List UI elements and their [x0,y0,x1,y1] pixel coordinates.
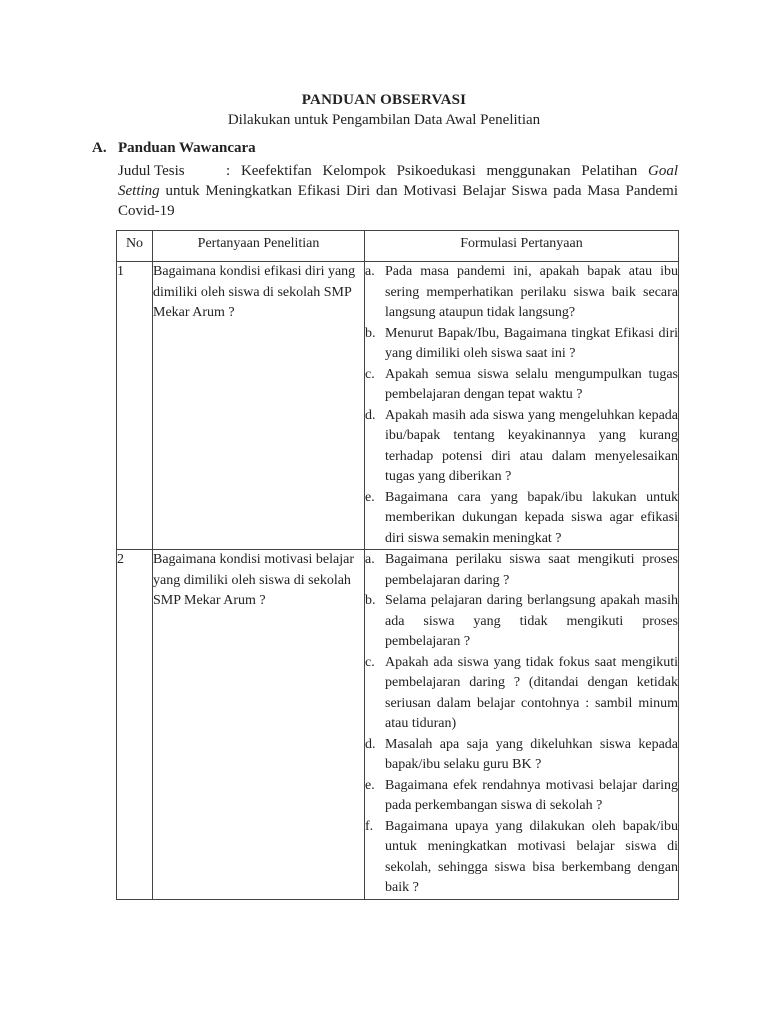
formulation-item [365,406,678,488]
page-subtitle: Dilakukan untuk Pengambilan Data Awal Penelitian [227,112,541,128]
formulation-item [365,817,678,899]
formulation-item [365,365,678,406]
item-text: Bagaimana efek rendahnya motivasi belajar daring pada perkembangan siswa di sekolah ? [385,777,678,813]
item-text: Selama pelajaran daring berlangsung apakah masih ada siswa yang tidak mengikuti proses pembelajaran ? [385,593,678,649]
research-question: Bagaimana kondisi motivasi belajar yang dimiliki oleh siswa di sekolah SMP Mekar Arum ? [153,550,365,900]
formulation-list [365,262,678,549]
item-text: Masalah apa saja yang dikeluhkan siswa kepada bapak/ibu selaku guru BK ? [385,736,678,772]
thesis-title-block [118,161,678,221]
page-title: PANDUAN OBSERVASI [301,92,467,108]
item-text: Bagaimana perilaku siswa saat mengikuti proses pembelajaran daring ? [385,552,678,588]
item-marker: d. [365,407,376,423]
item-marker: f. [365,818,374,834]
item-marker: b. [365,325,376,341]
section-heading-text: Panduan Wawancara [118,140,256,156]
table-row [117,262,679,550]
question-formulation-cell [365,550,679,900]
item-text: Bagaimana upaya yang dilakukan oleh bapak/ibu untuk meningkatkan motivasi belajar siswa di sekolah, sehingga siswa bisa berkembang dengan baik ? [385,818,678,895]
item-text: Apakah semua siswa selalu mengumpulkan tugas pembelajaran dengan tepat waktu ? [385,366,678,402]
interview-table [116,230,679,900]
header-formulation: Formulasi Pertanyaan [365,231,679,262]
formulation-item [365,262,678,324]
thesis-label [118,161,226,181]
thesis-separator: : [226,163,231,179]
item-marker: c. [365,366,375,382]
item-marker: c. [365,654,375,670]
thesis-text-italic: Goal Setting [118,163,678,199]
section-heading [92,140,692,157]
formulation-item [365,591,678,653]
thesis-text-part2: untuk Meningkatkan Efikasi Diri dan Motivasi Belajar Siswa pada Masa Pandemi Covid-19 [118,183,678,219]
thesis-text-part1: Keefektifan Kelompok Psikoedukasi menggunakan Pelatihan [240,163,638,179]
section-letter: A. [92,140,107,156]
table-body [117,262,679,900]
item-marker: b. [365,593,376,608]
item-marker: a. [365,264,375,279]
item-text: Apakah masih ada siswa yang mengeluhkan kepada ibu/bapak tentang keyakinannya yang kurang terhadap potensi diri atau dalam menyelesaikan tugas yang diberikan ? [385,407,678,484]
formulation-item [365,735,678,776]
formulation-item [365,653,678,735]
formulation-list [365,550,678,899]
header-question: Pertanyaan Penelitian [153,231,365,262]
thesis-label-text: Judul Tesis [118,163,185,179]
item-marker: d. [365,736,376,752]
item-marker: e. [365,489,375,505]
header-no: No [117,231,153,262]
item-text: Apakah ada siswa yang tidak fokus saat mengikuti pembelajaran daring ? (ditandai dengan ketidak seriusan dalam belajar contohnya : sambil minum atau tiduran) [385,654,678,731]
research-question: Bagaimana kondisi efikasi diri yang dimiliki oleh siswa di sekolah SMP Mekar Arum ? [153,262,365,550]
row-number: 2 [117,550,153,900]
table-header-row [117,231,679,262]
formulation-item [365,550,678,591]
item-text: Bagaimana cara yang bapak/ibu lakukan untuk memberikan dukungan kepada siswa agar efikasi diri siswa semakin meningkat ? [385,489,678,546]
item-text: Menurut Bapak/Ibu, Bagaimana tingkat Efikasi diri yang dimiliki oleh siswa saat ini ? [385,325,678,361]
item-marker: a. [365,552,375,567]
item-marker: e. [365,777,375,793]
formulation-item [365,324,678,365]
formulation-item [365,488,678,550]
formulation-item [365,776,678,817]
row-number: 1 [117,262,153,550]
question-formulation-cell [365,262,679,550]
table-row [117,550,679,900]
item-text: Pada masa pandemi ini, apakah bapak atau ibu sering memperhatikan perilaku siswa baik secara langsung ataupun tidak langsung? [385,264,678,320]
